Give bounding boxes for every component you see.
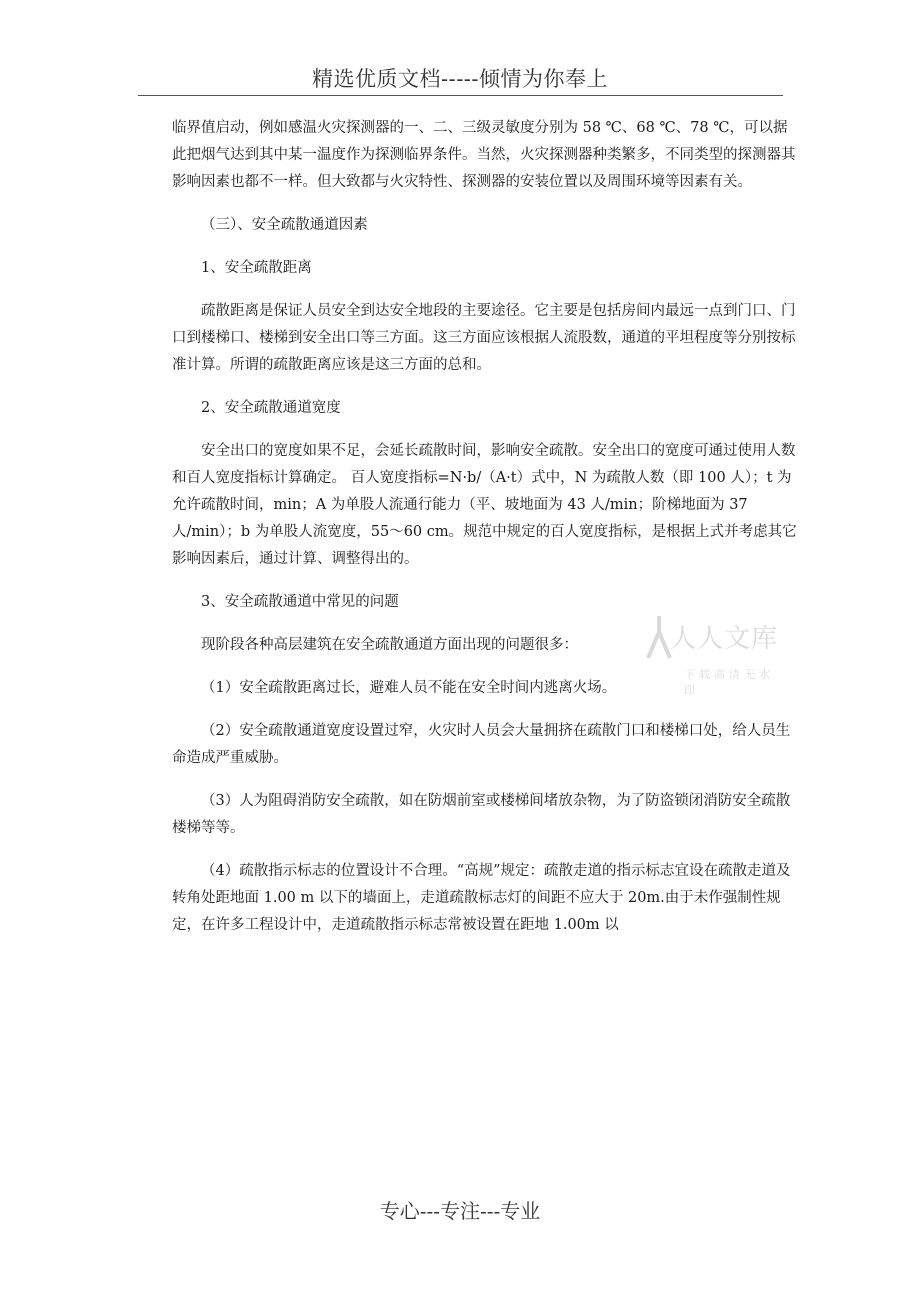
header-divider: [138, 95, 783, 96]
paragraph: 临界值启动，例如感温火灾探测器的一、二、三级灵敏度分别为 58 ℃、68 ℃、78 ℃，可以据此把烟气达到其中某一温度作为探测临界条件。当然，火灾探测器种类繁多，不同类型的探测器其影响因素也都不一样。但大致都与火灾特性、探测器的安装位置以及周围环境等因素有关。: [172, 120, 796, 190]
watermark-title: 人人文库: [670, 624, 779, 654]
page-header-title: 精选优质文档-----倾情为你奉上: [312, 67, 608, 91]
subsection-heading: 3、安全疏散通道中常见的问题: [201, 594, 399, 610]
watermark-subtitle: 下载高清无水印: [684, 668, 774, 697]
watermark-logo: [644, 612, 784, 697]
document-body: [172, 115, 800, 955]
paragraph: 疏散距离是保证人员安全到达安全地段的主要途径。它主要是包括房间内最远一点到门口、门口到楼梯口、楼梯到安全出口等三方面。这三方面应该根据人流股数，通道的平坦程度等分别按标准计算。所谓的疏散距离应该是这三方面的总和。: [172, 303, 796, 373]
subsection-heading: 2、安全疏散通道宽度: [201, 400, 341, 416]
list-item: （4）疏散指示标志的位置设计不合理。“高规”规定：疏散走道的指示标志宜设在疏散走道及转角处距地面 1.00 m 以下的墙面上，走道疏散标志灯的间距不应大于 20m.由于未作强制性规定，在许多工程设计中，走道疏散指示标志常被设置在距地 1.00m 以: [172, 863, 791, 933]
subsection-heading: 1、安全疏散距离: [201, 260, 312, 276]
section-heading: （三）、安全疏散通道因素: [201, 217, 368, 233]
paragraph: 安全出口的宽度如果不足，会延长疏散时间，影响安全疏散。安全出口的宽度可通过使用人数和百人宽度指标计算确定。 百人宽度指标=N·b/（A·t）式中，N 为疏散人数（即 100 人）；t 为允许疏散时间，min；A 为单股人流通行能力（平、坡地面为 43 人/min；阶梯地面为 37 人/min）；b 为单股人流宽度，55～60 cm。规范中规定的百人宽度指标，是根据上式并考虑其它影响因素后，通过计算、调整得出的。: [172, 443, 797, 567]
list-item: （1）安全疏散距离过长，避难人员不能在安全时间内逃离火场。: [201, 680, 617, 696]
list-item: （3）人为阻碍消防安全疏散，如在防烟前室或楼梯间堵放杂物，为了防盗锁闭消防安全疏散楼梯等等。: [172, 793, 791, 836]
page-footer: 专心---专注---专业: [379, 1199, 541, 1223]
paragraph: 现阶段各种高层建筑在安全疏散通道方面出现的问题很多：: [201, 637, 578, 653]
list-item: （2）安全疏散通道宽度设置过窄，火灾时人员会大量拥挤在疏散门口和楼梯口处，给人员生命造成严重威胁。: [172, 723, 791, 766]
